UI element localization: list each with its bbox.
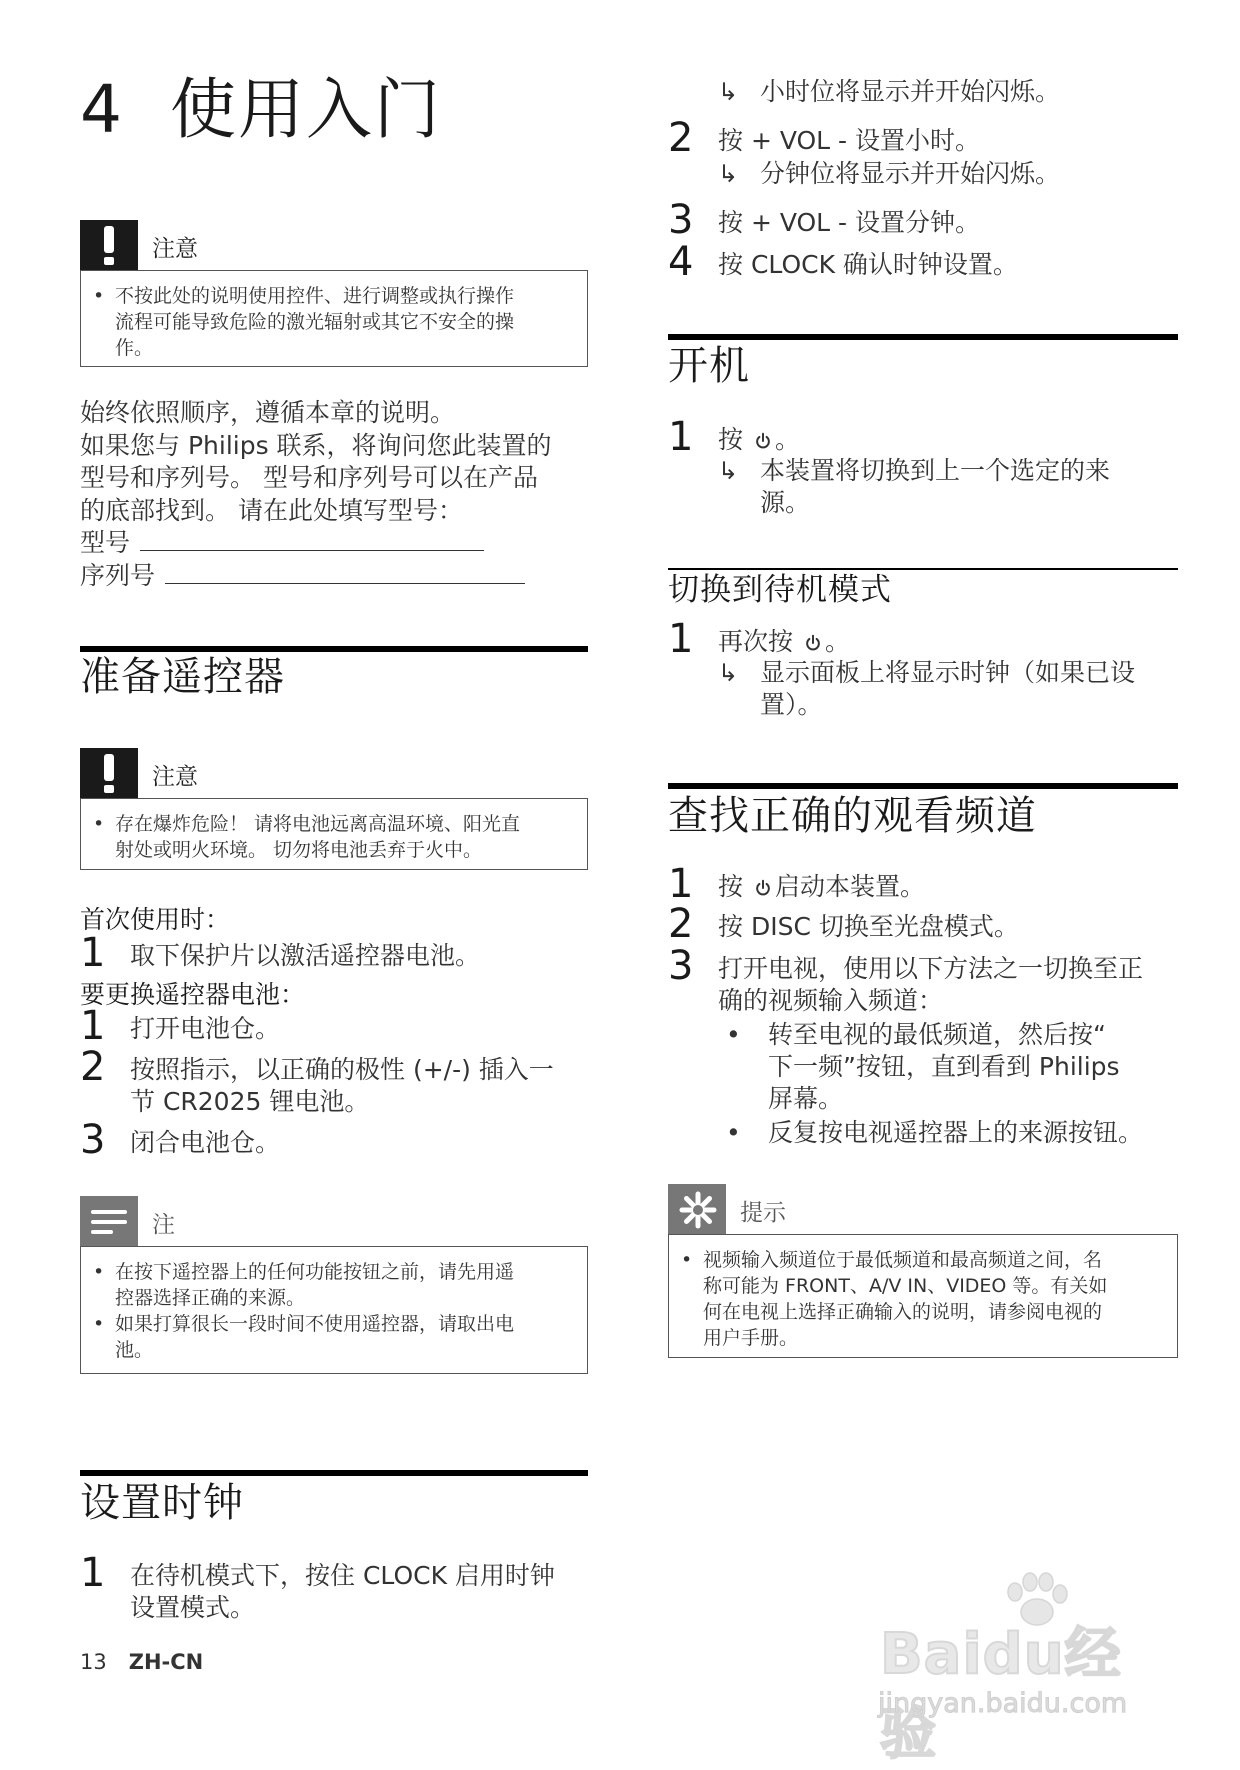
section-rule bbox=[668, 334, 1178, 340]
exclamation-icon bbox=[102, 754, 116, 792]
note-item: • 在按下遥控器上的任何功能按钮之前，请先用遥 控器选择正确的来源。 bbox=[115, 1259, 563, 1311]
note-box bbox=[80, 1196, 588, 1374]
caution-notice-laser bbox=[80, 220, 588, 367]
section-rule bbox=[80, 1470, 588, 1476]
page-number: 13 bbox=[80, 1650, 107, 1674]
result-arrow-icon: ↳ bbox=[718, 457, 739, 485]
result-arrow-icon: ↳ bbox=[718, 659, 739, 687]
model-blank[interactable] bbox=[140, 528, 484, 551]
tip-label: 提示 bbox=[740, 1200, 786, 1226]
chapter-title bbox=[80, 70, 442, 150]
section-title-prepare-remote: 准备遥控器 bbox=[80, 654, 285, 700]
power-icon bbox=[754, 879, 772, 897]
caution-box bbox=[80, 798, 588, 870]
tip-star-icon bbox=[678, 1190, 718, 1230]
section-title-power-on: 开机 bbox=[668, 343, 750, 389]
tip-item: • 视频输入频道位于最低频道和最高频道之间，名 称可能为 FRONT、A/V IN、VIDEO 等。有关如 何在电视上选择正确输入的说明，请参阅电视的 用户手册。 bbox=[703, 1247, 1153, 1351]
first-use-label: 首次使用时： bbox=[80, 905, 231, 934]
tip-box bbox=[668, 1184, 1178, 1358]
section-title-find-channel: 查找正确的观看频道 bbox=[668, 793, 1037, 839]
note-icon bbox=[91, 1210, 127, 1234]
language-code: ZH-CN bbox=[128, 1650, 204, 1674]
note-item: • 如果打算很长一段时间不使用遥控器，请取出电 池。 bbox=[115, 1311, 563, 1363]
section-title-set-clock: 设置时钟 bbox=[80, 1480, 244, 1526]
replace-label: 要更换遥控器电池： bbox=[80, 980, 306, 1009]
watermark-logo: Baidu经验 bbox=[880, 1622, 1122, 1767]
note-content bbox=[80, 1246, 588, 1374]
power-icon bbox=[754, 432, 772, 450]
caution-tag bbox=[80, 748, 138, 798]
chapter-title-text: 使用入门 bbox=[170, 71, 442, 148]
chapter-number: 4 bbox=[80, 71, 124, 148]
caution-item: • 不按此处的说明使用控件、进行调整或执行操作 流程可能导致危险的激光辐射或其它不安全的操 作。 bbox=[115, 283, 563, 361]
exclamation-icon bbox=[102, 226, 116, 264]
model-field[interactable]: 型号 bbox=[80, 527, 552, 560]
note-label: 注 bbox=[152, 1212, 175, 1238]
caution-label: 注意 bbox=[152, 764, 198, 790]
intro-paragraph: 始终依照顺序，遵循本章的说明。 如果您与 Philips 联系，将询问您此装置的 型号和序列号。 型号和序列号可以在产品 的底部找到。 请在此处填写型号： 型号 序列号 bbox=[80, 397, 552, 592]
caution-notice-battery bbox=[80, 748, 588, 868]
caution-label: 注意 bbox=[152, 236, 198, 262]
caution-box bbox=[80, 270, 588, 367]
watermark-url: jingyan.baidu.com bbox=[878, 1688, 1128, 1719]
caution-tag bbox=[80, 220, 138, 270]
tip-tag bbox=[668, 1184, 726, 1234]
power-icon bbox=[804, 634, 822, 652]
page-footer bbox=[80, 1650, 203, 1674]
subsection-title-standby: 切换到待机模式 bbox=[668, 572, 892, 608]
section-rule bbox=[668, 783, 1178, 789]
baidu-watermark bbox=[870, 1570, 1170, 1767]
result-arrow-icon: ↳ bbox=[718, 160, 739, 188]
serial-blank[interactable] bbox=[165, 561, 525, 584]
caution-item: • 存在爆炸危险！ 请将电池远离高温环境、阳光直 射处或明火环境。 切勿将电池丢弃于火中。 bbox=[115, 811, 563, 863]
note-tag bbox=[80, 1196, 138, 1246]
serial-field[interactable]: 序列号 bbox=[80, 560, 552, 593]
tip-content bbox=[668, 1234, 1178, 1358]
result-arrow-icon: ↳ bbox=[718, 78, 739, 106]
